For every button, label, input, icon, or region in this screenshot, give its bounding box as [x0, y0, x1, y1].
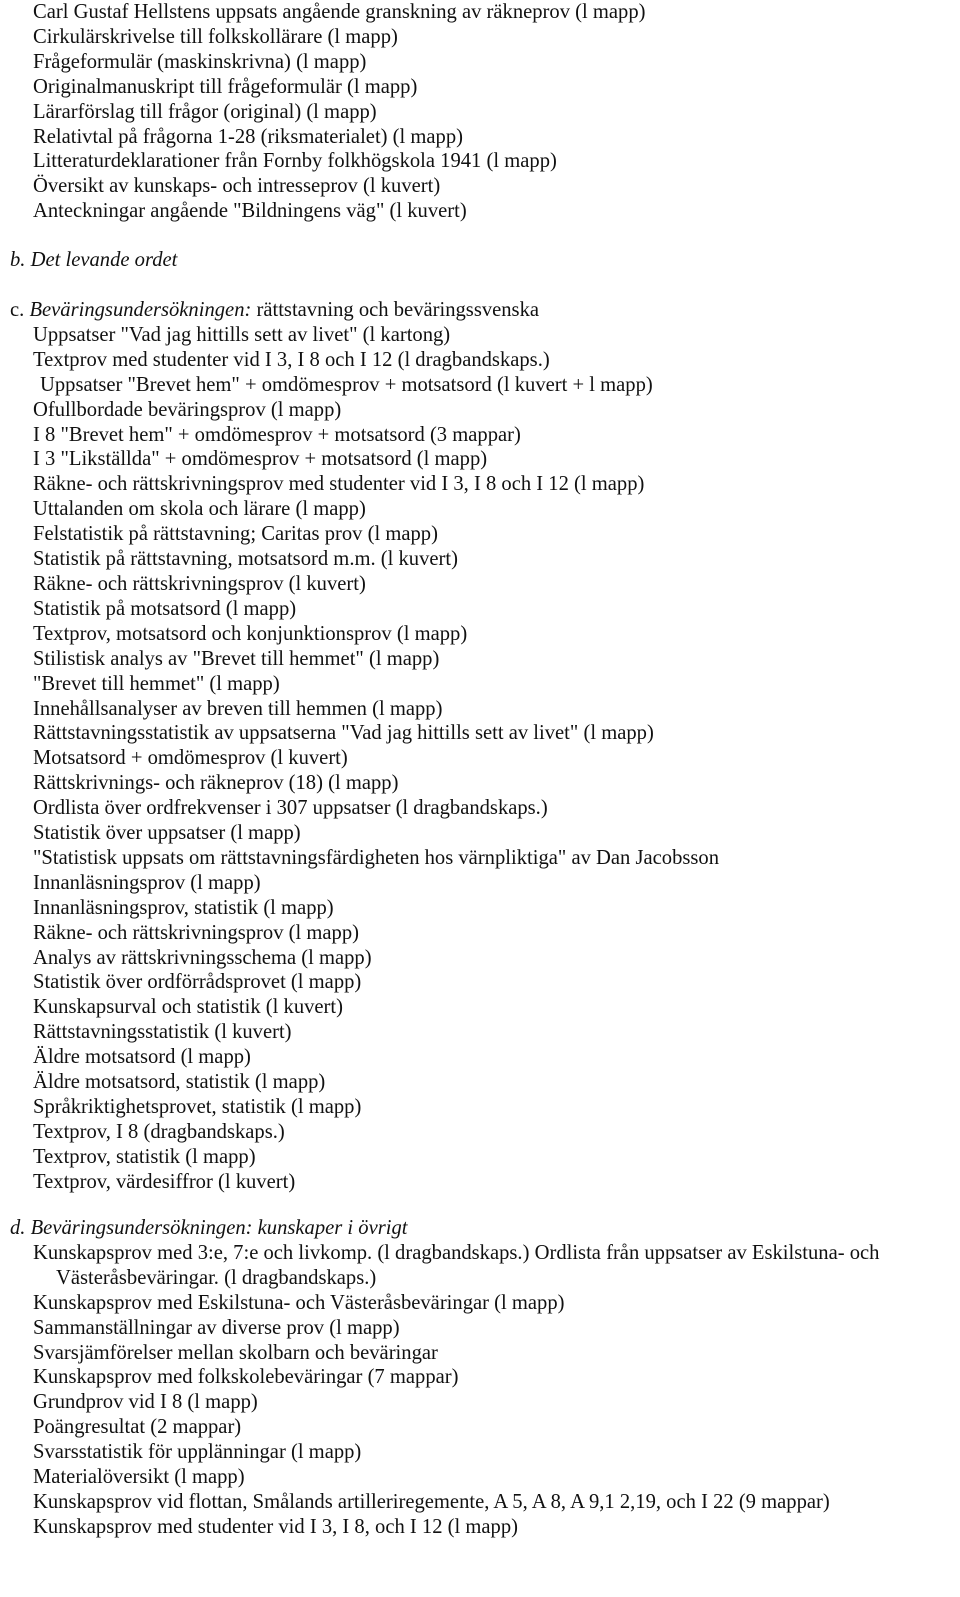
- list-item: "Statistisk uppsats om rättstavningsfärdigheten hos värnpliktiga" av Dan Jacobsson: [33, 846, 720, 869]
- list-item: Rättskrivnings- och räkneprov (18) (l mapp): [33, 772, 399, 795]
- list-item: Analys av rättskrivningsschema (l mapp): [33, 946, 372, 969]
- list-item: Litteraturdeklarationer från Fornby folkhögskola 1941 (l mapp): [33, 150, 557, 173]
- list-item: Innehållsanalyser av breven till hemmen (l mapp): [33, 697, 443, 720]
- section-b-heading: [0, 248, 960, 273]
- list-item: Översikt av kunskaps- och intresseprov (l kuvert): [33, 175, 441, 198]
- list-item: Äldre motsatsord (l mapp): [33, 1046, 251, 1069]
- section-d: [0, 1216, 960, 1540]
- list-item: Sammanställningar av diverse prov (l mapp): [33, 1316, 400, 1339]
- list-item: Svarsjämförelser mellan skolbarn och beväringar: [33, 1341, 438, 1364]
- list-item: Textprov, motsatsord och konjunktionsprov (l mapp): [33, 622, 468, 645]
- list-item: Anteckningar angående "Bildningens väg" (l kuvert): [33, 200, 467, 223]
- section-c-title-rest: rättstavning och beväringssvenska: [251, 299, 540, 321]
- section-c-prefix: c.: [10, 299, 30, 321]
- list-item: Svarsstatistik för upplänningar (l mapp): [33, 1441, 362, 1464]
- list-item: Äldre motsatsord, statistik (l mapp): [33, 1071, 326, 1094]
- list-item: Originalmanuskript till frågeformulär (l mapp): [33, 75, 418, 98]
- list-item: Innanläsningsprov, statistik (l mapp): [33, 896, 334, 919]
- list-item: I 8 "Brevet hem" + omdömesprov + motsatsord (3 mappar): [33, 423, 521, 446]
- section-c-title-italic: Beväringsundersökningen:: [29, 299, 252, 321]
- list-item: Carl Gustaf Hellstens uppsats angående granskning av räkneprov (l mapp): [33, 1, 646, 23]
- list-item: Innanläsningsprov (l mapp): [33, 871, 261, 894]
- list-item: Rättstavningsstatistik (l kuvert): [33, 1021, 292, 1044]
- list-item: Stilistisk analys av "Brevet till hemmet" (l mapp): [33, 647, 440, 670]
- list-item: Språkriktighetsprovet, statistik (l mapp): [33, 1096, 362, 1118]
- list-item: Materialöversikt (l mapp): [33, 1466, 245, 1489]
- section-d-title: d. Beväringsundersökningen: kunskaper i övrigt: [10, 1217, 408, 1239]
- list-item: Frågeformulär (maskinskrivna) (l mapp): [33, 50, 367, 73]
- list-item: Uppsatser "Vad jag hittills sett av livet" (l kartong): [33, 323, 451, 346]
- list-item: Kunskapsprov med studenter vid I 3, I 8, och I 12 (l mapp): [33, 1515, 518, 1538]
- list-item: Textprov, I 8 (dragbandskaps.): [33, 1120, 285, 1143]
- list-item: Felstatistik på rättstavning; Caritas prov (l mapp): [33, 523, 438, 546]
- list-item: Ofullbordade beväringsprov (l mapp): [33, 398, 342, 421]
- list-item: Grundprov vid I 8 (l mapp): [33, 1391, 258, 1414]
- section-b-title: b. Det levande ordet: [10, 249, 178, 271]
- list-item: Statistik över ordförrådsprovet (l mapp): [33, 971, 362, 994]
- list-item: Textprov, statistik (l mapp): [33, 1145, 256, 1168]
- list-item: Uttalanden om skola och lärare (l mapp): [33, 498, 366, 521]
- list-item: Motsatsord + omdömesprov (l kuvert): [33, 747, 348, 770]
- list-item: Kunskapsprov med 3:e, 7:e och livkomp. (l dragbandskaps.) Ordlista från uppsatser av Eskilstuna- och Västeråsbeväringar. (l dragbandskaps.): [33, 1241, 880, 1289]
- list-item: Statistik över uppsatser (l mapp): [33, 822, 301, 845]
- list-item: Kunskapsprov med Eskilstuna- och Västeråsbeväringar (l mapp): [33, 1291, 565, 1314]
- list-item: Rättstavningsstatistik av uppsatserna "Vad jag hittills sett av livet" (l mapp): [33, 722, 654, 745]
- list-item: Räkne- och rättskrivningsprov (l kuvert): [33, 572, 366, 595]
- section-c-heading: [0, 298, 960, 323]
- list-item: Textprov, värdesiffror (l kuvert): [33, 1170, 296, 1193]
- section-a-list: [0, 0, 960, 224]
- section-b: [0, 248, 960, 273]
- list-item: Poängresultat (2 mappar): [33, 1416, 242, 1439]
- section-c: [0, 298, 960, 1195]
- list-item: Uppsatser "Brevet hem" + omdömesprov + motsatsord (l kuvert + l mapp): [40, 373, 653, 396]
- list-item: Kunskapsprov vid flottan, Smålands artilleriregemente, A 5, A 8, A 9,1 2,19, och I 22 (9 mappar): [33, 1490, 830, 1513]
- list-item: Räkne- och rättskrivningsprov med studenter vid I 3, I 8 och I 12 (l mapp): [33, 473, 645, 496]
- section-d-heading: [0, 1216, 960, 1241]
- list-item: "Brevet till hemmet" (l mapp): [33, 672, 280, 695]
- list-item: Ordlista över ordfrekvenser i 307 uppsatser (l dragbandskaps.): [33, 797, 548, 820]
- list-item: Lärarförslag till frågor (original) (l mapp): [33, 100, 377, 123]
- list-item: Statistik på motsatsord (l mapp): [33, 597, 297, 620]
- list-item: Räkne- och rättskrivningsprov (l mapp): [33, 921, 359, 944]
- list-item: Relativtal på frågorna 1-28 (riksmaterialet) (l mapp): [33, 125, 464, 148]
- list-item: I 3 "Likställda" + omdömesprov + motsatsord (l mapp): [33, 448, 488, 471]
- list-item: Kunskapsprov med folkskolebeväringar (7 mappar): [33, 1366, 459, 1389]
- list-item: Statistik på rättstavning, motsatsord m.m. (l kuvert): [33, 548, 458, 571]
- list-item: Cirkulärskrivelse till folkskollärare (l mapp): [33, 25, 398, 48]
- list-item: Kunskapsurval och statistik (l kuvert): [33, 996, 343, 1019]
- list-item: Textprov med studenter vid I 3, I 8 och I 12 (l dragbandskaps.): [33, 348, 550, 371]
